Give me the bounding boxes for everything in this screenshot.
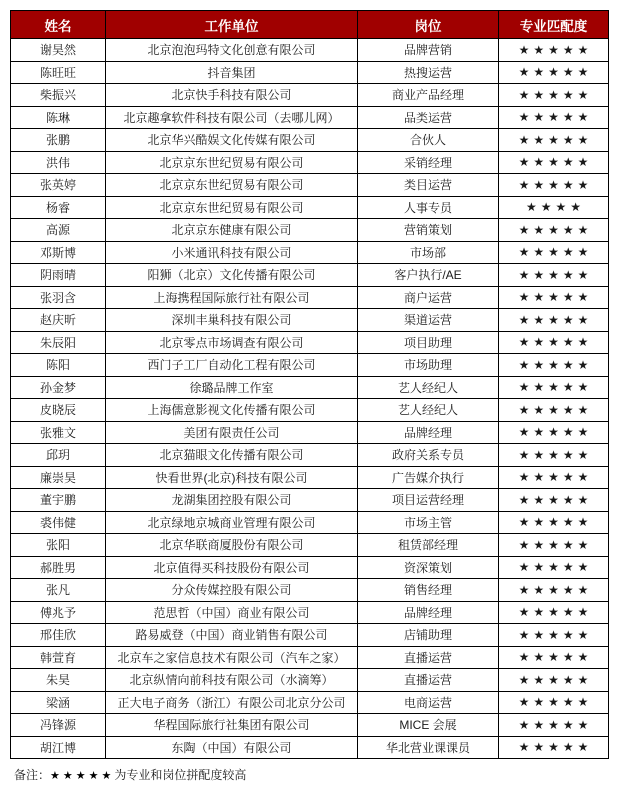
match-stars-cell: ★★★★★ bbox=[499, 84, 609, 107]
match-stars-cell: ★★★★★ bbox=[499, 556, 609, 579]
match-stars-cell: ★★★★★ bbox=[499, 624, 609, 647]
match-stars-cell: ★★★★★ bbox=[499, 286, 609, 309]
table-row bbox=[11, 579, 609, 602]
table-row bbox=[11, 331, 609, 354]
company-cell: 快看世界(北京)科技有限公司 bbox=[106, 466, 358, 489]
company-cell: 徐璐品牌工作室 bbox=[106, 376, 358, 399]
match-stars-cell: ★★★★★ bbox=[499, 129, 609, 152]
table-row bbox=[11, 309, 609, 332]
position-cell: 人事专员 bbox=[358, 196, 499, 219]
position-cell: 直播运营 bbox=[358, 669, 499, 692]
table-row bbox=[11, 106, 609, 129]
table-row bbox=[11, 466, 609, 489]
name-cell: 张羽含 bbox=[11, 286, 106, 309]
table-row bbox=[11, 624, 609, 647]
match-stars-cell: ★★★★★ bbox=[499, 241, 609, 264]
name-cell: 邢佳欣 bbox=[11, 624, 106, 647]
match-stars-cell: ★★★★★ bbox=[499, 511, 609, 534]
match-stars-cell: ★★★★★ bbox=[499, 399, 609, 422]
position-cell: 营销策划 bbox=[358, 219, 499, 242]
match-stars-cell: ★★★★★ bbox=[499, 736, 609, 759]
footnote-prefix: 备注： bbox=[14, 768, 51, 782]
match-stars-cell: ★★★★★ bbox=[499, 219, 609, 242]
header-match: 专业匹配度 bbox=[499, 11, 609, 39]
position-cell: 客户执行/AE bbox=[358, 264, 499, 287]
company-cell: 阳狮（北京）文化传播有限公司 bbox=[106, 264, 358, 287]
position-cell: 合伙人 bbox=[358, 129, 499, 152]
position-cell: 品类运营 bbox=[358, 106, 499, 129]
match-stars-cell: ★★★★★ bbox=[499, 489, 609, 512]
match-stars-cell: ★★★★★ bbox=[499, 174, 609, 197]
company-cell: 分众传媒控股有限公司 bbox=[106, 579, 358, 602]
position-cell: 政府关系专员 bbox=[358, 444, 499, 467]
company-cell: 北京泡泡玛特文化创意有限公司 bbox=[106, 39, 358, 62]
position-cell: 采销经理 bbox=[358, 151, 499, 174]
footnote-text: 为专业和岗位拼配度较高 bbox=[114, 768, 247, 782]
position-cell: 销售经理 bbox=[358, 579, 499, 602]
company-cell: 华程国际旅行社集团有限公司 bbox=[106, 714, 358, 737]
header-name: 姓名 bbox=[11, 11, 106, 39]
table-row bbox=[11, 219, 609, 242]
company-cell: 范思哲（中国）商业有限公司 bbox=[106, 601, 358, 624]
name-cell: 韩萱育 bbox=[11, 646, 106, 669]
company-cell: 北京纵情向前科技有限公司（水滴筹） bbox=[106, 669, 358, 692]
match-stars-cell: ★★★★★ bbox=[499, 714, 609, 737]
name-cell: 朱辰阳 bbox=[11, 331, 106, 354]
position-cell: 项目助理 bbox=[358, 331, 499, 354]
name-cell: 邓斯博 bbox=[11, 241, 106, 264]
position-cell: 品牌经理 bbox=[358, 421, 499, 444]
company-cell: 北京快手科技有限公司 bbox=[106, 84, 358, 107]
match-stars-cell: ★★★★★ bbox=[499, 421, 609, 444]
company-cell: 北京华联商厦股份有限公司 bbox=[106, 534, 358, 557]
name-cell: 赵庆昕 bbox=[11, 309, 106, 332]
position-cell: 商业产品经理 bbox=[358, 84, 499, 107]
table-row bbox=[11, 489, 609, 512]
company-cell: 北京京东世纪贸易有限公司 bbox=[106, 174, 358, 197]
name-cell: 邱玥 bbox=[11, 444, 106, 467]
position-cell: 艺人经纪人 bbox=[358, 376, 499, 399]
position-cell: 品牌营销 bbox=[358, 39, 499, 62]
match-stars-cell: ★★★★★ bbox=[499, 376, 609, 399]
company-cell: 西门子工厂自动化工程有限公司 bbox=[106, 354, 358, 377]
name-cell: 陈阳 bbox=[11, 354, 106, 377]
table-row bbox=[11, 196, 609, 219]
match-stars-cell: ★★★★★ bbox=[499, 444, 609, 467]
name-cell: 冯锋源 bbox=[11, 714, 106, 737]
name-cell: 谢昊然 bbox=[11, 39, 106, 62]
match-stars-cell: ★★★★★ bbox=[499, 691, 609, 714]
name-cell: 洪伟 bbox=[11, 151, 106, 174]
name-cell: 高源 bbox=[11, 219, 106, 242]
company-cell: 北京零点市场调查有限公司 bbox=[106, 331, 358, 354]
match-table bbox=[10, 10, 609, 759]
company-cell: 北京车之家信息技术有限公司（汽车之家） bbox=[106, 646, 358, 669]
match-stars-cell: ★★★★★ bbox=[499, 39, 609, 62]
match-stars-cell: ★★★★★ bbox=[499, 354, 609, 377]
company-cell: 美团有限责任公司 bbox=[106, 421, 358, 444]
match-stars-cell: ★★★★★ bbox=[499, 601, 609, 624]
table-row bbox=[11, 39, 609, 62]
company-cell: 北京京东健康有限公司 bbox=[106, 219, 358, 242]
company-cell: 龙湖集团控股有限公司 bbox=[106, 489, 358, 512]
match-stars-cell: ★★★★★ bbox=[499, 331, 609, 354]
position-cell: MICE 会展 bbox=[358, 714, 499, 737]
match-stars-cell: ★★★★★ bbox=[499, 106, 609, 129]
company-cell: 深圳丰巢科技有限公司 bbox=[106, 309, 358, 332]
match-stars-cell: ★★★★ bbox=[499, 196, 609, 219]
position-cell: 直播运营 bbox=[358, 646, 499, 669]
name-cell: 陈旺旺 bbox=[11, 61, 106, 84]
table-header bbox=[11, 11, 609, 39]
match-stars-cell: ★★★★★ bbox=[499, 646, 609, 669]
name-cell: 阴雨晴 bbox=[11, 264, 106, 287]
table-row bbox=[11, 691, 609, 714]
position-cell: 市场助理 bbox=[358, 354, 499, 377]
match-stars-cell: ★★★★★ bbox=[499, 151, 609, 174]
table-row bbox=[11, 646, 609, 669]
company-cell: 北京绿地京城商业管理有限公司 bbox=[106, 511, 358, 534]
table-body bbox=[11, 39, 609, 759]
name-cell: 傅兆予 bbox=[11, 601, 106, 624]
position-cell: 市场主管 bbox=[358, 511, 499, 534]
table-row bbox=[11, 556, 609, 579]
table-row bbox=[11, 421, 609, 444]
position-cell: 电商运营 bbox=[358, 691, 499, 714]
position-cell: 商户运营 bbox=[358, 286, 499, 309]
company-cell: 正大电子商务（浙江）有限公司北京分公司 bbox=[106, 691, 358, 714]
match-stars-cell: ★★★★★ bbox=[499, 579, 609, 602]
position-cell: 市场部 bbox=[358, 241, 499, 264]
position-cell: 租赁部经理 bbox=[358, 534, 499, 557]
table-row bbox=[11, 511, 609, 534]
footnote-stars: ★★★★★ bbox=[50, 770, 115, 782]
header-company: 工作单位 bbox=[106, 11, 358, 39]
name-cell: 皮晓辰 bbox=[11, 399, 106, 422]
company-cell: 上海携程国际旅行社有限公司 bbox=[106, 286, 358, 309]
table-row bbox=[11, 399, 609, 422]
name-cell: 张阳 bbox=[11, 534, 106, 557]
table-row bbox=[11, 84, 609, 107]
position-cell: 广告媒介执行 bbox=[358, 466, 499, 489]
table-row bbox=[11, 444, 609, 467]
name-cell: 张雅文 bbox=[11, 421, 106, 444]
position-cell: 渠道运营 bbox=[358, 309, 499, 332]
name-cell: 郝胜男 bbox=[11, 556, 106, 579]
table-row bbox=[11, 151, 609, 174]
footnote bbox=[10, 766, 608, 783]
company-cell: 北京猫眼文化传播有限公司 bbox=[106, 444, 358, 467]
name-cell: 胡江博 bbox=[11, 736, 106, 759]
company-cell: 北京值得买科技股份有限公司 bbox=[106, 556, 358, 579]
table-row bbox=[11, 241, 609, 264]
position-cell: 资深策划 bbox=[358, 556, 499, 579]
position-cell: 品牌经理 bbox=[358, 601, 499, 624]
table-row bbox=[11, 736, 609, 759]
table-row bbox=[11, 376, 609, 399]
match-stars-cell: ★★★★★ bbox=[499, 61, 609, 84]
company-cell: 路易威登（中国）商业销售有限公司 bbox=[106, 624, 358, 647]
company-cell: 北京京东世纪贸易有限公司 bbox=[106, 196, 358, 219]
table-row bbox=[11, 264, 609, 287]
name-cell: 张鹏 bbox=[11, 129, 106, 152]
company-cell: 北京京东世纪贸易有限公司 bbox=[106, 151, 358, 174]
match-stars-cell: ★★★★★ bbox=[499, 309, 609, 332]
position-cell: 华北营业课课员 bbox=[358, 736, 499, 759]
table-row bbox=[11, 129, 609, 152]
name-cell: 梁涵 bbox=[11, 691, 106, 714]
name-cell: 杨睿 bbox=[11, 196, 106, 219]
name-cell: 朱昊 bbox=[11, 669, 106, 692]
match-stars-cell: ★★★★★ bbox=[499, 264, 609, 287]
company-cell: 东陶（中国）有限公司 bbox=[106, 736, 358, 759]
name-cell: 裘伟健 bbox=[11, 511, 106, 534]
position-cell: 类目运营 bbox=[358, 174, 499, 197]
position-cell: 项目运营经理 bbox=[358, 489, 499, 512]
name-cell: 柴振兴 bbox=[11, 84, 106, 107]
match-stars-cell: ★★★★★ bbox=[499, 534, 609, 557]
table-row bbox=[11, 354, 609, 377]
table-row bbox=[11, 286, 609, 309]
match-stars-cell: ★★★★★ bbox=[499, 466, 609, 489]
name-cell: 董宇鹏 bbox=[11, 489, 106, 512]
name-cell: 孙金梦 bbox=[11, 376, 106, 399]
position-cell: 店铺助理 bbox=[358, 624, 499, 647]
position-cell: 艺人经纪人 bbox=[358, 399, 499, 422]
position-cell: 热搜运营 bbox=[358, 61, 499, 84]
company-cell: 北京趣拿软件科技有限公司（去哪儿网） bbox=[106, 106, 358, 129]
header-row bbox=[11, 11, 609, 39]
table-row bbox=[11, 534, 609, 557]
company-cell: 小米通讯科技有限公司 bbox=[106, 241, 358, 264]
company-cell: 上海儒意影视文化传播有限公司 bbox=[106, 399, 358, 422]
company-cell: 北京华兴酷娱文化传媒有限公司 bbox=[106, 129, 358, 152]
table-row bbox=[11, 669, 609, 692]
name-cell: 张英婷 bbox=[11, 174, 106, 197]
match-stars-cell: ★★★★★ bbox=[499, 669, 609, 692]
name-cell: 陈琳 bbox=[11, 106, 106, 129]
table-row bbox=[11, 61, 609, 84]
table-row bbox=[11, 601, 609, 624]
header-position: 岗位 bbox=[358, 11, 499, 39]
table-row bbox=[11, 174, 609, 197]
company-cell: 抖音集团 bbox=[106, 61, 358, 84]
name-cell: 廉崇昊 bbox=[11, 466, 106, 489]
table-row bbox=[11, 714, 609, 737]
name-cell: 张凡 bbox=[11, 579, 106, 602]
